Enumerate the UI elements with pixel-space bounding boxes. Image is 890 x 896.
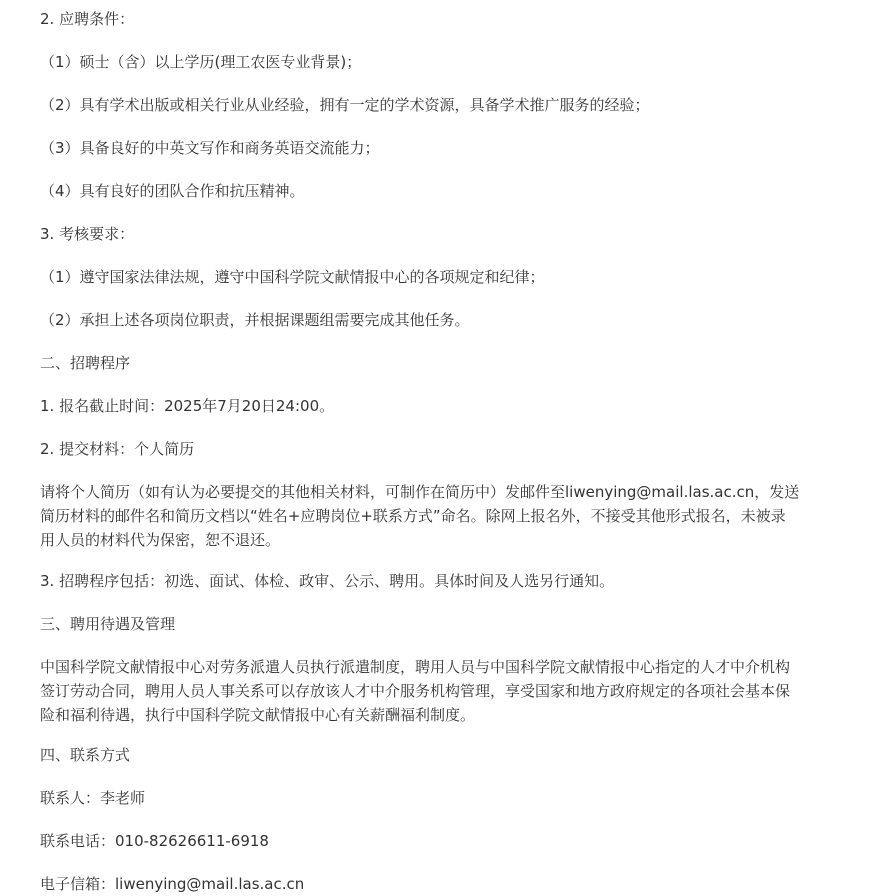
instructions-email-link[interactable]: liwenying@mail.las.ac.cn	[565, 483, 755, 501]
procedure-instructions-line-1	[40, 481, 852, 503]
requirement-item-1: （1）硕士（含）以上学历(理工农医专业背景)；	[40, 53, 362, 71]
section-heading-assessment: 3. 考核要求：	[40, 225, 135, 243]
section-heading-contact: 四、联系方式	[40, 746, 131, 764]
treatment-line-1: 中国科学院文献情报中心对劳务派遣人员执行派遣制度，聘用人员与中国科学院文献情报中心指定的人才中介机构	[40, 658, 791, 676]
contact-person: 联系人：李老师	[40, 789, 146, 807]
requirement-item-4: （4）具有良好的团队合作和抗压精神。	[40, 182, 305, 200]
treatment-line-3: 险和福利待遇，执行中国科学院文献情报中心有关薪酬福利制度。	[40, 706, 476, 724]
contact-email-label: 电子信箱：	[40, 875, 116, 893]
section-heading-requirements: 2. 应聘条件：	[40, 10, 135, 28]
procedure-steps: 3. 招聘程序包括：初选、面试、体检、政审、公示、聘用。具体时间及人选另行通知。	[40, 572, 615, 590]
treatment-line-2: 签订劳动合同，聘用人员人事关系可以存放该人才中介服务机构管理，享受国家和地方政府规定的各项社会基本保	[40, 682, 791, 700]
contact-email-line	[40, 873, 852, 895]
section-heading-procedure: 二、招聘程序	[40, 354, 131, 372]
contact-phone: 联系电话：010-82626611-6918	[40, 832, 269, 850]
procedure-materials: 2. 提交材料：个人简历	[40, 440, 195, 458]
procedure-deadline: 1. 报名截止时间：2025年7月20日24:00。	[40, 397, 335, 415]
assessment-item-1: （1）遵守国家法律法规，遵守中国科学院文献情报中心的各项规定和纪律；	[40, 268, 545, 286]
assessment-item-2: （2）承担上述各项岗位职责，并根据课题组需要完成其他任务。	[40, 311, 470, 329]
instructions-prefix: 请将个人简历（如有认为必要提交的其他相关材料，可制作在简历中）发邮件至	[40, 483, 566, 501]
instructions-suffix: ，发送	[754, 483, 800, 501]
procedure-instructions-line-2: 简历材料的邮件名和简历文档以“姓名+应聘岗位+联系方式”命名。除网上报名外，不接受其他形式报名，未被录	[40, 507, 786, 525]
requirement-item-3: （3）具备良好的中英文写作和商务英语交流能力；	[40, 139, 380, 157]
procedure-instructions-line-3: 用人员的材料代为保密，恕不退还。	[40, 531, 281, 549]
requirement-item-2: （2）具有学术出版或相关行业从业经验，拥有一定的学术资源，具备学术推广服务的经验；	[40, 96, 650, 114]
contact-email-link[interactable]: liwenying@mail.las.ac.cn	[115, 875, 305, 893]
section-heading-treatment: 三、聘用待遇及管理	[40, 615, 176, 633]
